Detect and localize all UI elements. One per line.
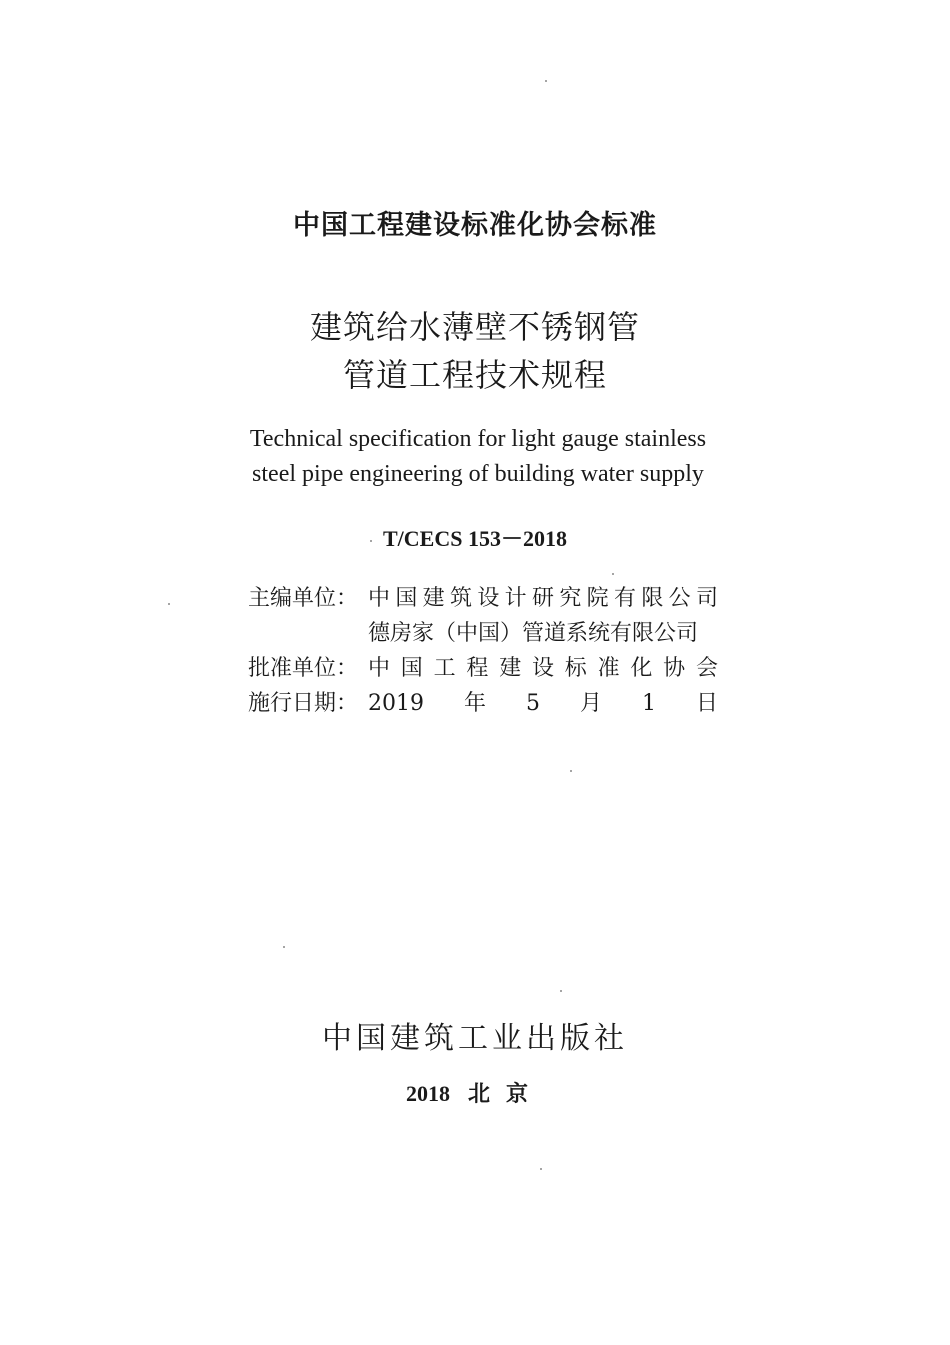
english-title-line-1: Technical specification for light gauge stainless <box>249 426 707 452</box>
publication-place <box>0 1077 950 1108</box>
chief-editor-unit-2: 德房家（中国）管道系统有限公司 <box>368 621 699 646</box>
scan-speck <box>168 603 170 605</box>
approval-unit: 中国工程建设标准化协会 <box>368 656 718 681</box>
scan-speck <box>540 1168 542 1170</box>
publisher-name: 中国建筑工业出版社 <box>322 1021 628 1056</box>
approval-label: 批准单位： <box>248 656 359 681</box>
scan-speck <box>545 80 547 82</box>
chinese-title-line-2: 管道工程技术规程 <box>342 356 607 394</box>
chief-editor-label: 主编单位： <box>248 586 359 611</box>
scan-speck <box>570 770 572 772</box>
scan-speck <box>560 990 562 992</box>
publication-city: 北京 <box>467 1081 544 1107</box>
effective-date-label: 施行日期： <box>248 691 359 716</box>
english-title-line-2: steel pipe engineering of building water supply <box>252 461 704 487</box>
effective-date-value: 2019年5月1日 <box>368 691 718 716</box>
scan-speck <box>370 540 372 542</box>
chief-editor-unit-1: 中国建筑设计研究院有限公司 <box>368 586 718 611</box>
scan-speck <box>283 946 285 948</box>
standard-code: T/CECS 153－2018 <box>383 526 567 551</box>
publication-year: 2018 <box>405 1081 450 1106</box>
chinese-title-line-1: 建筑给水薄壁不锈钢管 <box>309 308 640 346</box>
scan-speck <box>612 573 614 575</box>
organization-title: 中国工程建设标准化协会标准 <box>293 210 657 241</box>
